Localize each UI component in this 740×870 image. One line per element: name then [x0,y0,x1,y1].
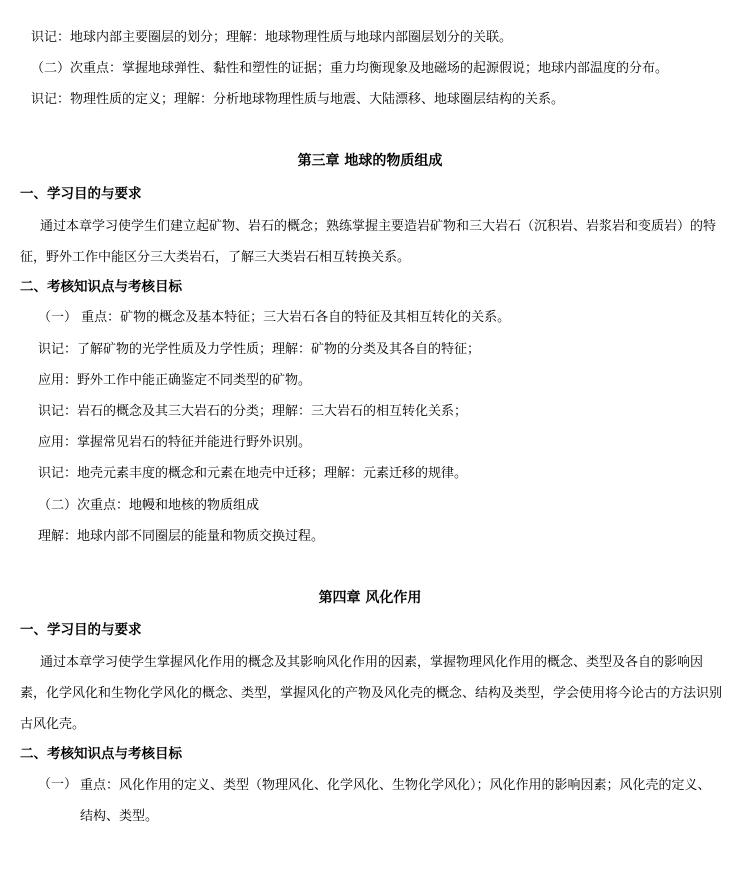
list-item: 识记：岩石的概念及其三大岩石的分类；理解：三大岩石的相互转化关系； [38,404,468,419]
list-item: 重点：风化作用的定义、类型（物理风化、化学风化、生物化学风化）；风化作用的影响因素；风化壳的定义、结构、类型。 [80,778,711,824]
paragraph: 通过本章学习使学生们建立起矿物、岩石的概念；熟练掌握主要造岩矿物和三大岩石（沉积岩、岩浆岩和变质岩）的特征，野外工作中能区分三大类岩石，了解三大类岩石相互转换关系。 [20,219,717,265]
list-item: （二）次重点：地幔和地核的物质组成 [38,498,260,513]
list-item: 识记：了解矿物的光学性质及力学性质；理解：矿物的分类及其各自的特征； [38,342,481,357]
section-heading: 一、学习目的与要求 [20,622,142,638]
text-line: 识记：物理性质的定义；理解：分析地球物理性质与地震、大陆漂移、地球圈层结构的关系。 [31,92,565,107]
section-heading: 二、考核知识点与考核目标 [20,279,182,295]
chapter-title: 第三章 地球的物质组成 [297,153,443,169]
list-item: 应用：掌握常见岩石的特征并能进行野外识别。 [38,435,312,450]
list-item: 理解：地球内部不同圈层的能量和物质交换过程。 [38,529,325,544]
paragraph: 通过本章学习使学生掌握风化作用的概念及其影响风化作用的因素，掌握物理风化作用的概念、类型及各自的影响因素，化学风化和生物化学风化的概念、类型，掌握风化的产物及风化壳的概念、结构及类型，学会使用将今论古的方法识别古风化壳。 [20,655,723,732]
text-line: 识记：地球内部主要圈层的划分；理解：地球物理性质与地球内部圈层划分的关联。 [31,30,513,45]
section-heading: 二、考核知识点与考核目标 [20,746,182,762]
list-item: （一） 重点：矿物的概念及基本特征；三大岩石各自的特征及其相互转化的关系。 [38,310,511,325]
list-item: 应用：野外工作中能正确鉴定不同类型的矿物。 [38,373,312,388]
list-item: 识记：地壳元素丰度的概念和元素在地壳中迁移；理解：元素迁移的规律。 [38,466,468,481]
text-line: （二）次重点：掌握地球弹性、黏性和塑性的证据；重力均衡现象及地磁场的起源假说；地球内部温度的分布。 [31,61,669,76]
list-item-label: （一） [38,777,78,792]
section-heading: 一、学习目的与要求 [20,186,142,202]
chapter-title: 第四章 风化作用 [318,590,422,606]
